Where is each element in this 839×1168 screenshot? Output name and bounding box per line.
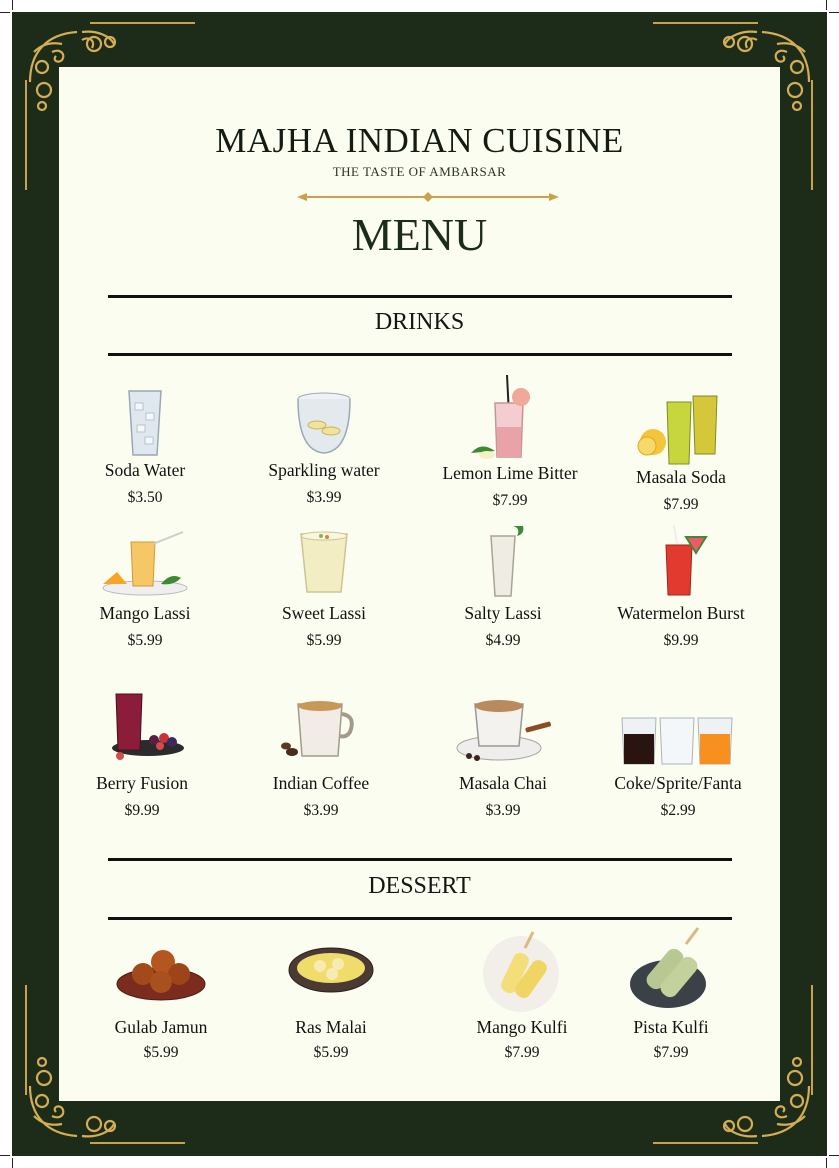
- menu-item-mango-lassi: [55, 528, 235, 649]
- menu-item-gulab-jamun: [71, 940, 251, 1061]
- menu-heading: MENU: [351, 209, 488, 260]
- ras-malai-icon: [286, 942, 376, 1006]
- gold-divider-icon: [297, 189, 559, 205]
- menu-item-soda-water: [55, 385, 235, 506]
- item-price: $9.99: [663, 632, 699, 649]
- item-name: Berry Fusion: [96, 773, 188, 793]
- item-price: $3.99: [485, 802, 521, 819]
- crop-mark: [826, 1158, 827, 1168]
- crop-mark: [0, 1155, 10, 1156]
- sweet-lassi-icon: [289, 528, 359, 598]
- menu-item-sweet-lassi: [234, 528, 414, 649]
- menu-item-watermelon-burst: [591, 521, 771, 649]
- menu-item-sparkling-water: [234, 385, 414, 506]
- dessert-section-title: DESSERT: [368, 873, 471, 899]
- item-name: Indian Coffee: [272, 773, 370, 793]
- item-price: $5.99: [127, 632, 163, 649]
- menu-item-masala-chai: [413, 692, 593, 819]
- item-price: $7.99: [653, 1044, 689, 1061]
- item-price: $2.99: [660, 802, 696, 819]
- soda-water-glass-icon: [115, 385, 175, 460]
- crop-mark: [826, 0, 827, 10]
- mango-lassi-icon: [97, 528, 193, 598]
- item-name: Pista Kulfi: [633, 1017, 709, 1037]
- soft-drinks-icon: [618, 712, 738, 766]
- item-price: $3.50: [127, 489, 163, 506]
- item-price: $9.99: [124, 802, 160, 819]
- menu-item-berry-fusion: [52, 682, 232, 819]
- masala-chai-icon: [453, 692, 553, 766]
- menu-item-ras-malai: [241, 942, 421, 1061]
- restaurant-name: MAJHA INDIAN CUISINE: [215, 121, 624, 160]
- lemon-lime-bitter-icon: [465, 375, 555, 460]
- item-name: Coke/Sprite/Fanta: [614, 773, 742, 793]
- mango-kulfi-icon: [477, 930, 567, 1012]
- masala-soda-icon: [633, 392, 729, 467]
- item-price: $5.99: [313, 1044, 349, 1061]
- indian-coffee-icon: [276, 694, 366, 764]
- watermelon-burst-icon: [646, 521, 716, 597]
- salty-lassi-icon: [473, 524, 533, 598]
- item-name: Mango Kulfi: [476, 1017, 568, 1037]
- item-name: Masala Chai: [459, 773, 547, 793]
- crop-mark: [829, 1155, 839, 1156]
- item-name: Salty Lassi: [464, 603, 542, 623]
- menu-item-masala-soda: [591, 392, 771, 513]
- item-name: Soda Water: [104, 460, 186, 480]
- drinks-section-title: DRINKS: [374, 309, 465, 335]
- item-name: Sweet Lassi: [281, 603, 367, 623]
- menu-item-salty-lassi: [413, 524, 593, 649]
- item-name: Masala Soda: [636, 467, 726, 487]
- sparkling-water-glass-icon: [289, 385, 359, 460]
- section-rule: [108, 917, 732, 920]
- item-name: Watermelon Burst: [617, 603, 745, 623]
- item-price: $3.99: [306, 489, 342, 506]
- berry-fusion-icon: [92, 682, 192, 762]
- crop-mark: [12, 0, 13, 10]
- item-name: Lemon Lime Bitter: [442, 463, 578, 483]
- item-price: $7.99: [663, 496, 699, 513]
- item-price: $4.99: [485, 632, 521, 649]
- item-price: $7.99: [492, 492, 528, 509]
- menu-item-pista-kulfi: [581, 924, 761, 1061]
- item-name: Mango Lassi: [99, 603, 191, 623]
- crop-mark: [0, 12, 10, 13]
- menu-item-indian-coffee: [231, 694, 411, 819]
- item-price: $7.99: [504, 1044, 540, 1061]
- item-name: Gulab Jamun: [114, 1017, 208, 1037]
- menu-item-soft-drinks: [588, 712, 768, 819]
- item-name: Sparkling water: [268, 460, 380, 480]
- menu-item-lemon-lime-bitter: [420, 375, 600, 509]
- crop-mark: [829, 12, 839, 13]
- crop-mark: [12, 1158, 13, 1168]
- pista-kulfi-icon: [626, 924, 716, 1012]
- gulab-jamun-icon: [113, 940, 209, 1006]
- section-rule: [108, 858, 732, 861]
- item-price: $5.99: [306, 632, 342, 649]
- item-name: Ras Malai: [295, 1017, 367, 1037]
- section-rule: [108, 295, 732, 298]
- item-price: $3.99: [303, 802, 339, 819]
- item-price: $5.99: [143, 1044, 179, 1061]
- section-rule: [108, 353, 732, 356]
- restaurant-tagline: THE TASTE OF AMBARSAR: [332, 164, 507, 179]
